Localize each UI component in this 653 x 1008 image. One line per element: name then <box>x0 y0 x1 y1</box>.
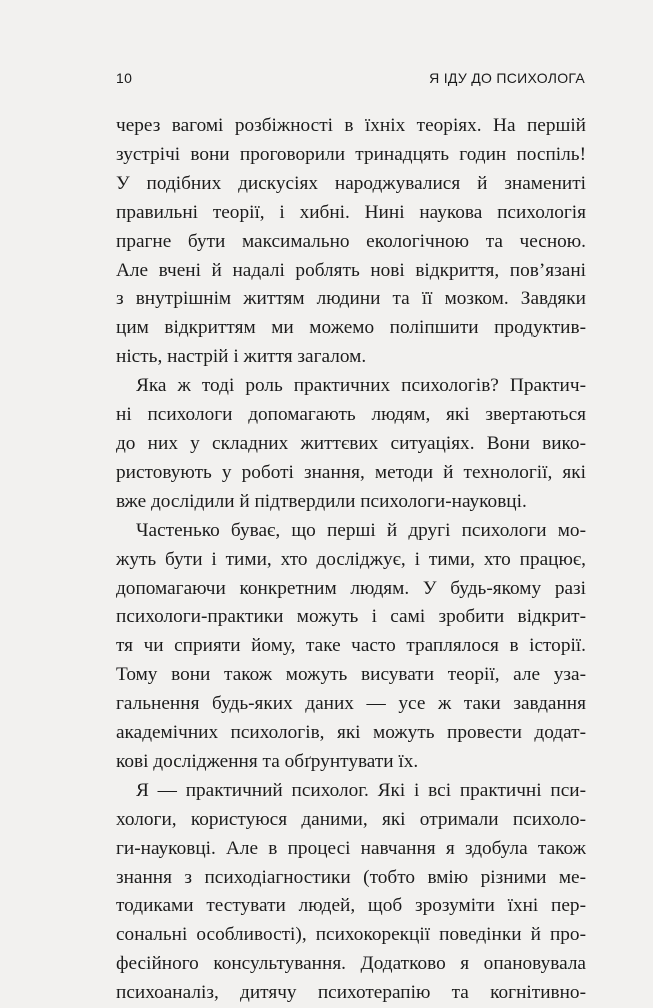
text-line: жуть бути і тими, хто досліджує, і тими, хто працює, <box>116 548 586 570</box>
page-number: 10 <box>116 70 133 86</box>
text-line: хологи, користуюся даними, які отримали психоло- <box>116 808 586 830</box>
text-line: цим відкриттям ми можемо поліпшити продуктив- <box>116 317 586 339</box>
text-line: Яка ж тоді роль практичних психологів? Практич- <box>136 375 586 397</box>
paragraph <box>116 112 586 372</box>
text-line: допомагаючи конкретним людям. У будь-якому разі <box>116 577 586 599</box>
text-line: зустрічі вони проговорили тринадцять годин поспіль! <box>116 143 586 165</box>
text-line: через вагомі розбіжності в їхніх теоріях. На першій <box>116 115 586 136</box>
text-line: тя чи сприяти йому, таке часто траплялося в історії. <box>116 635 586 657</box>
text-line: кові дослідження та обґрунтувати їх. <box>116 750 419 772</box>
text-line: правильні теорії, і хибні. Нині наукова психологія <box>116 201 586 223</box>
text-line: фесійного консультування. Додатково я опановувала <box>116 953 586 975</box>
text-line: тодиками тестувати людей, щоб зрозуміти їхні пер- <box>116 895 586 917</box>
text-line: до них у складних життєвих ситуаціях. Вони вико- <box>116 432 586 454</box>
page-header <box>116 70 585 90</box>
text-line: Я — практичний психолог. Які і всі практичні пси- <box>136 779 586 801</box>
text-line: сональні особливості), психокорекції поведінки й про- <box>116 924 586 946</box>
text-line: ристовують у роботі знання, методи й технології, які <box>116 461 586 483</box>
text-line: гальнення будь-яких даних — усе ж таки завдання <box>116 693 586 715</box>
text-line: ги-науковці. Але в процесі навчання я здобула також <box>116 837 586 859</box>
paragraph <box>116 777 586 1008</box>
text-line: з внутрішнім життям людини та її мозком. Завдяки <box>116 288 586 310</box>
text-line: ні психологи допомагають людям, які звертаються <box>116 404 586 426</box>
text-line: Але вчені й надалі роблять нові відкриття, пов’язані <box>116 259 586 281</box>
text-line: вже дослідили й підтвердили психологи-науковці. <box>116 490 527 512</box>
text-line: Частенько буває, що перші й другі психологи мо- <box>136 519 586 541</box>
text-line: прагне бути максимально екологічною та чесною. <box>116 230 586 252</box>
text-line: академічних психологів, які можуть провести додат- <box>116 722 586 744</box>
paragraph <box>116 517 586 777</box>
text-line: психоаналіз, дитячу психотерапію та когнітивно- <box>116 982 586 1004</box>
text-line: Тому вони також можуть висувати теорії, але уза- <box>116 664 586 686</box>
body-text <box>116 112 586 1008</box>
text-line: ність, настрій і життя загалом. <box>116 346 367 368</box>
text-line: знання з психодіагностики (тобто вмію різними ме- <box>116 866 586 888</box>
text-line: У подібних дискусіях народжувалися й знамениті <box>116 172 586 194</box>
paragraph <box>116 372 586 517</box>
running-title: Я ІДУ ДО ПСИХОЛОГА <box>429 70 585 86</box>
text-line: психологи-практики можуть і самі зробити відкрит- <box>116 606 586 628</box>
